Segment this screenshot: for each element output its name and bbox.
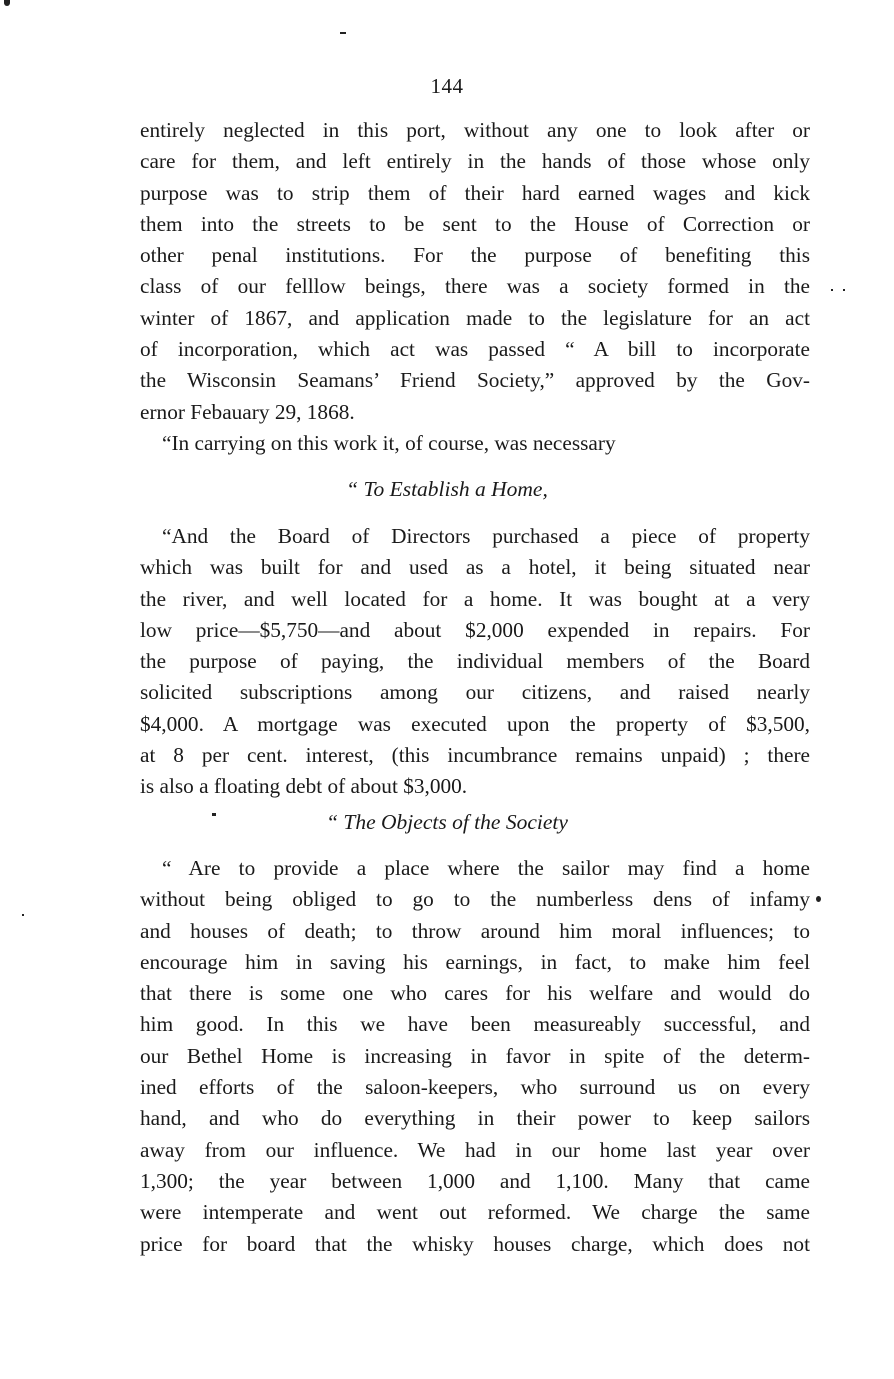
text-line: were intemperate and went out reformed. We charge the same <box>140 1200 810 1225</box>
text-line: the purpose of paying, the individual members of the Board <box>140 649 810 674</box>
text-line: class of our felllow beings, there was a society formed in the <box>140 274 810 299</box>
text-line: low price—$5,750—and about $2,000 expended in repairs. For <box>140 617 810 642</box>
text-line: without being obliged to go to the numberless dens of infamy <box>140 887 810 912</box>
section-heading-objects-of-society: “ The Objects of the Society <box>326 810 568 834</box>
print-speck <box>843 289 845 291</box>
section-heading-establish-home: “ To Establish a Home, <box>346 477 548 501</box>
print-speck <box>4 0 10 6</box>
print-speck <box>340 32 346 34</box>
text-line: the river, and well located for a home. It was bought at a very <box>140 586 810 611</box>
paragraph-block-2 <box>140 521 810 803</box>
text-line: “In carrying on this work it, of course, was necessary <box>162 430 616 455</box>
text-line: care for them, and left entirely in the hands of those whose only <box>140 149 810 174</box>
text-line: “And the Board of Directors purchased a piece of property <box>162 524 810 548</box>
text-line: encourage him in saving his earnings, in fact, to make him feel <box>140 949 810 974</box>
text-line: entirely neglected in this port, without any one to look after or <box>140 118 810 142</box>
page-number: 144 <box>430 74 464 98</box>
text-line: 1,300; the year between 1,000 and 1,100. Many that came <box>140 1168 810 1193</box>
text-line: purpose was to strip them of their hard earned wages and kick <box>140 180 810 205</box>
print-speck <box>22 914 24 916</box>
text-line: away from our influence. We had in our home last year over <box>140 1137 810 1162</box>
text-line: the Wisconsin Seamans’ Friend Society,” approved by the Gov- <box>140 368 810 393</box>
print-speck <box>816 896 821 902</box>
paragraph-block-1 <box>140 115 810 459</box>
text-line: them into the streets to be sent to the House of Correction or <box>140 211 810 236</box>
text-line: that there is some one who cares for his welfare and would do <box>140 981 810 1006</box>
paragraph-block-3 <box>140 853 810 1260</box>
text-line: at 8 per cent. interest, (this incumbrance remains unpaid) ; there <box>140 743 810 768</box>
text-line: “ Are to provide a place where the sailor may find a home <box>162 856 810 880</box>
text-line: him good. In this we have been measureably successful, and <box>140 1012 810 1037</box>
text-line: hand, and who do everything in their power to keep sailors <box>140 1106 810 1131</box>
text-line: $4,000. A mortgage was executed upon the property of $3,500, <box>140 711 810 736</box>
text-line: is also a floating debt of about $3,000. <box>140 774 468 799</box>
text-line: winter of 1867, and application made to the legislature for an act <box>140 305 810 330</box>
text-line: other penal institutions. For the purpose of benefiting this <box>140 243 810 268</box>
text-line: price for board that the whisky houses charge, which does not <box>140 1231 810 1256</box>
text-line: ernor Febauary 29, 1868. <box>140 399 355 424</box>
text-line: ined efforts of the saloon-keepers, who surround us on every <box>140 1075 810 1100</box>
text-line: which was built for and used as a hotel, it being situated near <box>140 555 810 580</box>
print-speck <box>831 289 833 291</box>
text-line: and houses of death; to throw around him moral influences; to <box>140 918 810 943</box>
text-line: solicited subscriptions among our citizens, and raised nearly <box>140 680 810 705</box>
text-line: our Bethel Home is increasing in favor in spite of the determ- <box>140 1043 810 1068</box>
text-line: of incorporation, which act was passed “ A bill to incorporate <box>140 337 810 362</box>
